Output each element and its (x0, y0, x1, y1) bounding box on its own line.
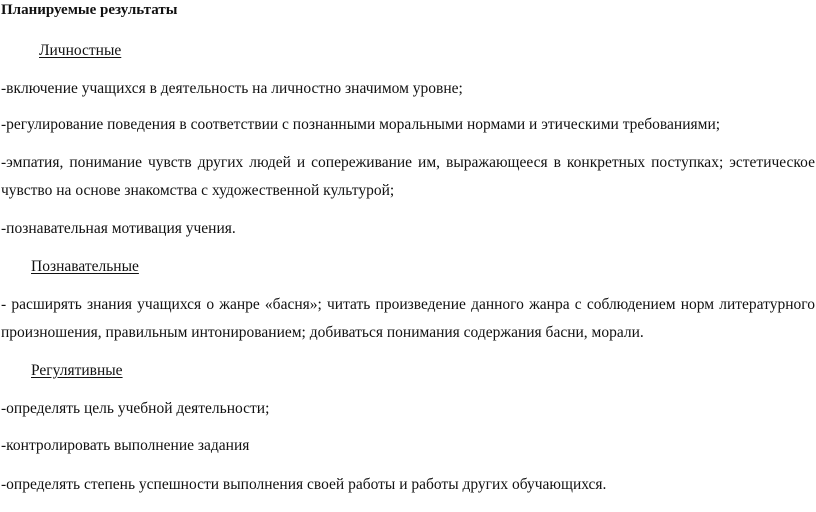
list-item: -включение учащихся в деятельность на личностно значимом уровне; (1, 80, 463, 97)
list-item-continuation: чувство на основе знакомства с художественной культурой; (1, 182, 395, 199)
list-item: -эмпатия, понимание чувств других людей и сопереживание им, выражающееся в конкретных поступках; эстетическое (1, 154, 815, 171)
section-heading-cognitive: Познавательные (31, 258, 139, 275)
list-item-continuation: произношения, правильным интонированием; добиваться понимания содержания басни, морали. (1, 324, 644, 341)
list-item: -регулирование поведения в соответствии с познанными моральными нормами и этическими требованиями; (1, 116, 721, 133)
list-item: - расширять знания учащихся о жанре «басня»; читать произведение данного жанра с соблюдением норм литературного (1, 296, 815, 313)
section-heading-personal: Личностные (39, 42, 122, 59)
list-item: -определять цель учебной деятельности; (1, 400, 270, 417)
document-title: Планируемые результаты (1, 2, 178, 18)
list-item: -контролировать выполнение задания (1, 437, 250, 454)
section-heading-regulatory: Регулятивные (31, 362, 123, 379)
list-item: -определять степень успешности выполнения своей работы и работы других обучающихся. (1, 476, 607, 493)
list-item: -познавательная мотивация учения. (1, 220, 236, 237)
